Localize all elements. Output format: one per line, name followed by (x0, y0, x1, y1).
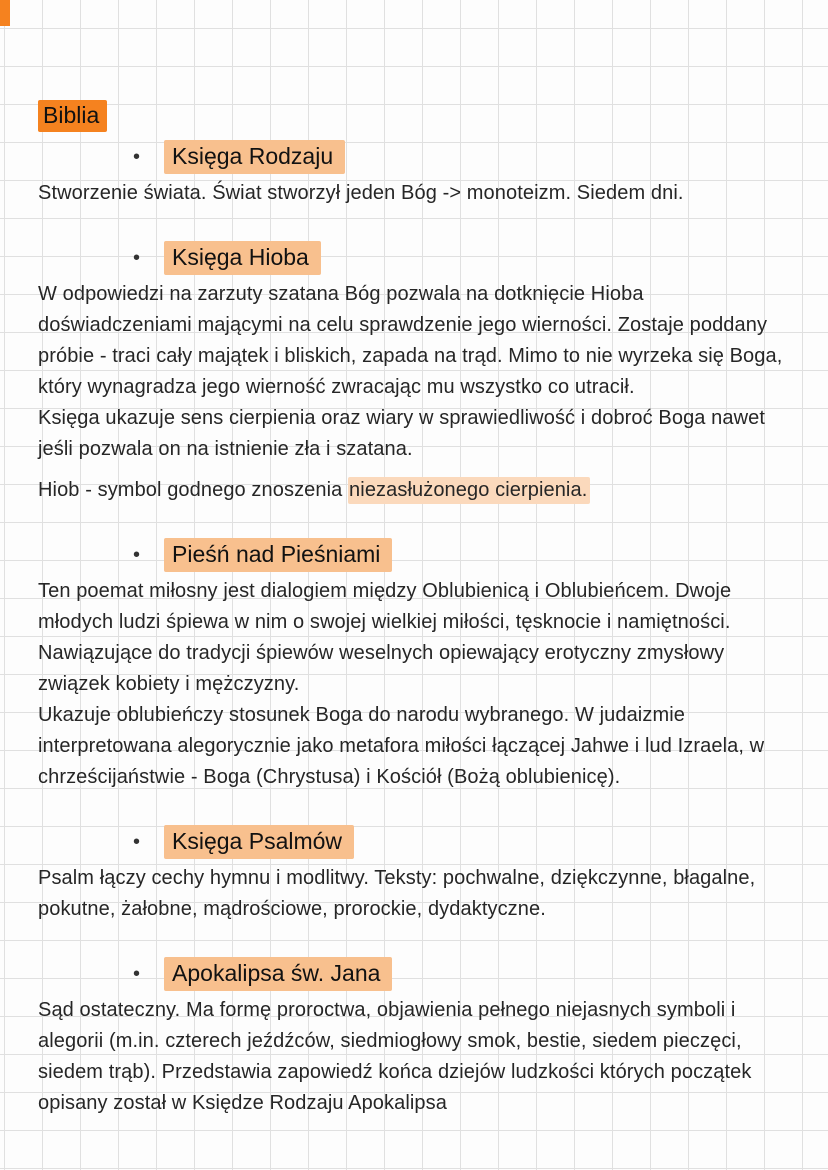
note-paragraph (38, 576, 794, 700)
paragraph-text: Ten poemat miłosny jest dialogiem między Oblubienicą i Oblubieńcem. Dwoje młodych ludzi śpiewa w nim o swojej wielkiej miłości, tęsknocie i namiętności. Nawiązujące do tradycji śpiewów weselnych opiewający erotyczny zmysłowy związek kobiety i mężczyzny. (38, 580, 732, 695)
section-heading-row (38, 538, 794, 572)
paragraph-text: Stworzenie świata. Świat stworzył jeden Bóg -> monoteizm. Siedem dni. (38, 182, 684, 204)
paragraph-text: Psalm łączy cechy hymnu i modlitwy. Teksty: pochwalne, dziękczynne, błagalne, pokutne, żałobne, mądrościowe, prorockie, dydaktyczne. (38, 867, 756, 920)
section-heading-row (38, 140, 794, 174)
bullet-icon: • (133, 962, 141, 985)
note-paragraph (38, 863, 794, 925)
note-paragraph (38, 178, 794, 209)
paragraph-text: W odpowiedzi na zarzuty szatana Bóg pozwala na dotknięcie Hioba doświadczeniami mającymi na celu sprawdzenie jego wierności. Zostaje poddany próbie - traci cały majątek i bliskich, zapada na trąd. Mimo to nie wyrzeka się Boga, który wynagradza jego wierność zwracając mu wszystko co utracił. (38, 283, 783, 398)
note-section (38, 957, 794, 1119)
note-paragraph (38, 403, 794, 465)
section-heading-row (38, 241, 794, 275)
section-heading: Księga Rodzaju (164, 140, 345, 174)
note-paragraph (38, 279, 794, 403)
section-heading: Księga Hioba (164, 241, 321, 275)
note-section (38, 538, 794, 793)
bullet-icon: • (133, 145, 141, 168)
note-paragraph (38, 475, 794, 506)
paragraph-text: Hiob - symbol godnego znoszenia (38, 479, 349, 501)
section-heading: Apokalipsa św. Jana (164, 957, 392, 991)
bullet-icon: • (133, 543, 141, 566)
paragraph-text: Ukazuje oblubieńczy stosunek Boga do narodu wybranego. W judaizmie interpretowana alegorycznie jako metafora miłości łączącej Jahwe i lud Izraela, w chrześcijaństwie - Boga (Chrystusa) i Kościół (Bożą oblubienicę). (38, 704, 765, 788)
title-row (38, 100, 794, 132)
sections-container (38, 140, 794, 1119)
bullet-icon: • (133, 246, 141, 269)
paragraph-text: Księga ukazuje sens cierpienia oraz wiary w sprawiedliwość i dobroć Boga nawet jeśli pozwala on na istnienie zła i szatana. (38, 407, 766, 460)
highlighted-text: niezasłużonego cierpienia. (348, 477, 590, 504)
section-heading-row (38, 825, 794, 859)
note-section (38, 140, 794, 209)
section-heading: Księga Psalmów (164, 825, 354, 859)
section-heading-row (38, 957, 794, 991)
note-section (38, 825, 794, 925)
paragraph-text: Sąd ostateczny. Ma formę proroctwa, objawienia pełnego niejasnych symboli i alegorii (m.in. czterech jeźdźców, siedmiogłowy smok, bestie, siedem pieczęci, siedem trąb). Przedstawia zapowiedź końca dziejów ludzkości których początek opisany został w Księdze Rodzaju Apokalipsa (38, 999, 752, 1114)
note-paragraph (38, 995, 794, 1119)
page-title: Biblia (38, 100, 107, 132)
note-paragraph (38, 700, 794, 793)
note-section (38, 241, 794, 506)
section-heading: Pieśń nad Pieśniami (164, 538, 392, 572)
bullet-icon: • (133, 830, 141, 853)
